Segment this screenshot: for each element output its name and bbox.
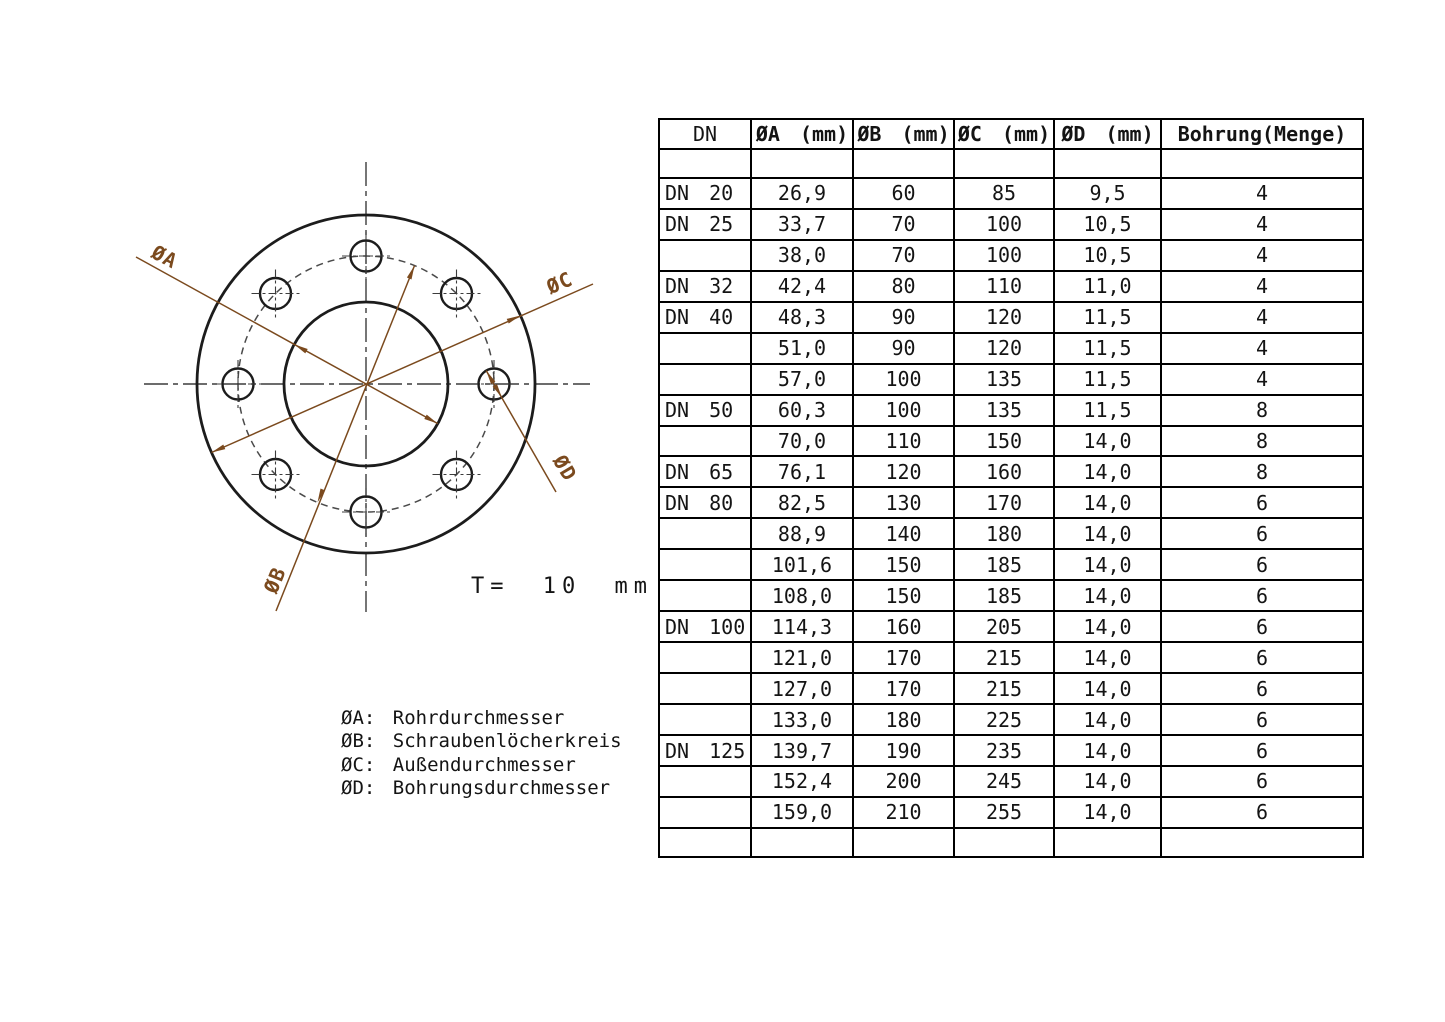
table-cell: 48,3 (751, 302, 853, 333)
table-cell: 10,5 (1054, 240, 1161, 271)
table-cell: 255 (954, 797, 1054, 828)
table-cell (751, 828, 853, 857)
table-cell (1161, 149, 1363, 178)
table-cell: 11,5 (1054, 302, 1161, 333)
table-header-row (659, 119, 1363, 149)
arrowhead (318, 489, 326, 503)
table-cell: DN 20 (659, 178, 751, 209)
table-cell: 82,5 (751, 487, 853, 518)
legend-line: ØA: Rohrdurchmesser (341, 707, 565, 729)
table-cell: DN 100 (659, 611, 751, 642)
dim-label-A: ØA (147, 239, 182, 274)
table-cell (659, 673, 751, 704)
legend-line: ØB: Schraubenlöcherkreis (341, 730, 622, 753)
table-cell: 235 (954, 735, 1054, 766)
table-cell: DN 25 (659, 209, 751, 240)
table-cell: 4 (1161, 333, 1363, 364)
table-cell: 4 (1161, 209, 1363, 240)
table-cell: 88,9 (751, 518, 853, 549)
table-cell: 121,0 (751, 642, 853, 673)
table-cell: 180 (853, 704, 954, 735)
table-cell (659, 642, 751, 673)
table-cell: 120 (954, 333, 1054, 364)
table-cell: 8 (1161, 456, 1363, 487)
table-cell (1054, 149, 1161, 178)
dimension-table (658, 118, 1364, 858)
table-cell: 120 (853, 456, 954, 487)
table-cell: 114,3 (751, 611, 853, 642)
table-cell (853, 828, 954, 857)
table-row (659, 580, 1363, 611)
table-row (659, 271, 1363, 302)
legend-line: ØD: Bohrungsdurchmesser (341, 777, 611, 800)
table-cell: 33,7 (751, 209, 853, 240)
table-row (659, 642, 1363, 673)
table-row (659, 611, 1363, 642)
bolt-hole (214, 360, 262, 408)
table-row (659, 673, 1363, 704)
table-cell: 4 (1161, 302, 1363, 333)
table-cell: 6 (1161, 518, 1363, 549)
table-row (659, 333, 1363, 364)
bolt-hole (433, 451, 481, 499)
table-cell: 14,0 (1054, 518, 1161, 549)
table-cell: 85 (954, 178, 1054, 209)
table-cell: 100 (954, 240, 1054, 271)
table-cell (659, 149, 751, 178)
table-row (659, 766, 1363, 797)
table-cell: 139,7 (751, 735, 853, 766)
table-row (659, 240, 1363, 271)
table-header-cell: ØC (mm) (954, 119, 1054, 149)
table-cell: 14,0 (1054, 797, 1161, 828)
table-cell: 133,0 (751, 704, 853, 735)
table-cell: 4 (1161, 364, 1363, 395)
table-cell: 14,0 (1054, 735, 1161, 766)
table-cell: 4 (1161, 178, 1363, 209)
table-cell (659, 704, 751, 735)
table-row (659, 735, 1363, 766)
table-cell: 90 (853, 302, 954, 333)
table-cell: 80 (853, 271, 954, 302)
table-row (659, 518, 1363, 549)
table-cell: 70 (853, 209, 954, 240)
table-cell: 185 (954, 580, 1054, 611)
table-cell: 152,4 (751, 766, 853, 797)
table-row (659, 456, 1363, 487)
table-row (659, 704, 1363, 735)
flange-dimension-table (658, 118, 1364, 858)
table-cell: 245 (954, 766, 1054, 797)
dim-label-C: ØC (542, 266, 577, 300)
table-cell (1054, 828, 1161, 857)
arrowhead (294, 344, 308, 353)
table-cell (954, 149, 1054, 178)
table-cell: 6 (1161, 704, 1363, 735)
table-cell: 100 (853, 395, 954, 426)
table-cell: 76,1 (751, 456, 853, 487)
table-cell: 10,5 (1054, 209, 1161, 240)
table-cell: 200 (853, 766, 954, 797)
table-cell: 127,0 (751, 673, 853, 704)
table-cell: 11,5 (1054, 364, 1161, 395)
table-header-cell: ØA (mm) (751, 119, 853, 149)
table-cell: 14,0 (1054, 704, 1161, 735)
table-row (659, 209, 1363, 240)
table-cell: 190 (853, 735, 954, 766)
dimension-B (258, 266, 414, 611)
table-cell: 130 (853, 487, 954, 518)
table-cell: 100 (853, 364, 954, 395)
table-cell (751, 149, 853, 178)
table-cell: 215 (954, 642, 1054, 673)
table-cell: 180 (954, 518, 1054, 549)
table-cell: 14,0 (1054, 549, 1161, 580)
table-cell: 160 (853, 611, 954, 642)
table-cell: 120 (954, 302, 1054, 333)
table-row (659, 487, 1363, 518)
table-cell: 90 (853, 333, 954, 364)
table-row (659, 178, 1363, 209)
table-cell: 6 (1161, 797, 1363, 828)
table-cell: 11,5 (1054, 395, 1161, 426)
table-cell: DN 65 (659, 456, 751, 487)
arrowhead (212, 445, 226, 453)
table-cell: 150 (954, 426, 1054, 457)
table-cell (659, 518, 751, 549)
table-cell: 225 (954, 704, 1054, 735)
legend-line: ØC: Außendurchmesser (341, 753, 576, 776)
table-cell: 11,5 (1054, 333, 1161, 364)
table-cell: 4 (1161, 271, 1363, 302)
table-cell: 185 (954, 549, 1054, 580)
table-cell: 6 (1161, 549, 1363, 580)
table-cell: DN 80 (659, 487, 751, 518)
table-cell (853, 149, 954, 178)
bolt-hole (342, 488, 390, 536)
table-cell: 6 (1161, 642, 1363, 673)
table-row (659, 149, 1363, 178)
arrowhead (424, 415, 438, 424)
table-cell: 38,0 (751, 240, 853, 271)
table-cell: 160 (954, 456, 1054, 487)
table-cell: 14,0 (1054, 456, 1161, 487)
table-cell: 6 (1161, 766, 1363, 797)
table-cell (659, 797, 751, 828)
table-cell (659, 333, 751, 364)
table-cell: 170 (853, 642, 954, 673)
table-cell: 8 (1161, 426, 1363, 457)
table-cell: 170 (853, 673, 954, 704)
table-cell: 11,0 (1054, 271, 1161, 302)
table-cell: 8 (1161, 395, 1363, 426)
table-cell: 57,0 (751, 364, 853, 395)
table-cell: 170 (954, 487, 1054, 518)
table-cell: 101,6 (751, 549, 853, 580)
table-cell: 210 (853, 797, 954, 828)
table-cell: 60,3 (751, 395, 853, 426)
table-cell: DN 40 (659, 302, 751, 333)
table-cell: 140 (853, 518, 954, 549)
table-cell: 4 (1161, 240, 1363, 271)
table-cell: 14,0 (1054, 580, 1161, 611)
table-cell (659, 766, 751, 797)
table-header-cell: DN (659, 119, 751, 149)
table-cell: DN 50 (659, 395, 751, 426)
table-cell: 14,0 (1054, 766, 1161, 797)
thickness-note: T= 10 mm (471, 574, 653, 599)
table-cell: 51,0 (751, 333, 853, 364)
table-row (659, 395, 1363, 426)
table-cell: DN 125 (659, 735, 751, 766)
table-cell: 14,0 (1054, 673, 1161, 704)
table-cell: 108,0 (751, 580, 853, 611)
table-cell: 6 (1161, 487, 1363, 518)
table-cell: 14,0 (1054, 642, 1161, 673)
table-cell: 150 (853, 549, 954, 580)
table-row (659, 302, 1363, 333)
table-cell: 100 (954, 209, 1054, 240)
table-cell: 215 (954, 673, 1054, 704)
table-cell: DN 32 (659, 271, 751, 302)
dim-label-D: ØD (548, 450, 583, 486)
table-cell (659, 828, 751, 857)
table-cell: 42,4 (751, 271, 853, 302)
table-cell: 60 (853, 178, 954, 209)
bolt-hole (342, 232, 390, 280)
table-cell: 159,0 (751, 797, 853, 828)
table-cell: 70,0 (751, 426, 853, 457)
table-cell: 6 (1161, 735, 1363, 766)
dimension-A (136, 239, 438, 423)
table-cell (1161, 828, 1363, 857)
table-cell: 14,0 (1054, 611, 1161, 642)
table-row (659, 364, 1363, 395)
table-cell (954, 828, 1054, 857)
arrowhead (407, 266, 415, 280)
table-cell: 135 (954, 364, 1054, 395)
bolt-hole (433, 270, 481, 318)
table-cell: 14,0 (1054, 426, 1161, 457)
table-cell: 70 (853, 240, 954, 271)
table-cell: 150 (853, 580, 954, 611)
table-cell: 6 (1161, 673, 1363, 704)
table-cell (659, 364, 751, 395)
dim-label-B: ØB (258, 563, 291, 597)
table-cell: 14,0 (1054, 487, 1161, 518)
table-cell: 135 (954, 395, 1054, 426)
table-cell: 26,9 (751, 178, 853, 209)
table-cell: 205 (954, 611, 1054, 642)
bolt-hole (252, 451, 300, 499)
table-row (659, 549, 1363, 580)
table-cell: 6 (1161, 611, 1363, 642)
table-cell: 110 (954, 271, 1054, 302)
table-header-cell: ØD (mm) (1054, 119, 1161, 149)
table-cell (659, 426, 751, 457)
diameter-legend (341, 707, 622, 801)
table-cell (659, 240, 751, 271)
table-cell: 6 (1161, 580, 1363, 611)
table-row (659, 426, 1363, 457)
arrowhead (507, 316, 521, 324)
table-cell (659, 549, 751, 580)
table-cell: 9,5 (1054, 178, 1161, 209)
table-header-cell: Bohrung(Menge) (1161, 119, 1363, 149)
table-header-cell: ØB (mm) (853, 119, 954, 149)
table-row (659, 797, 1363, 828)
table-cell: 110 (853, 426, 954, 457)
table-cell (659, 580, 751, 611)
bolt-hole (252, 270, 300, 318)
table-row (659, 828, 1363, 857)
